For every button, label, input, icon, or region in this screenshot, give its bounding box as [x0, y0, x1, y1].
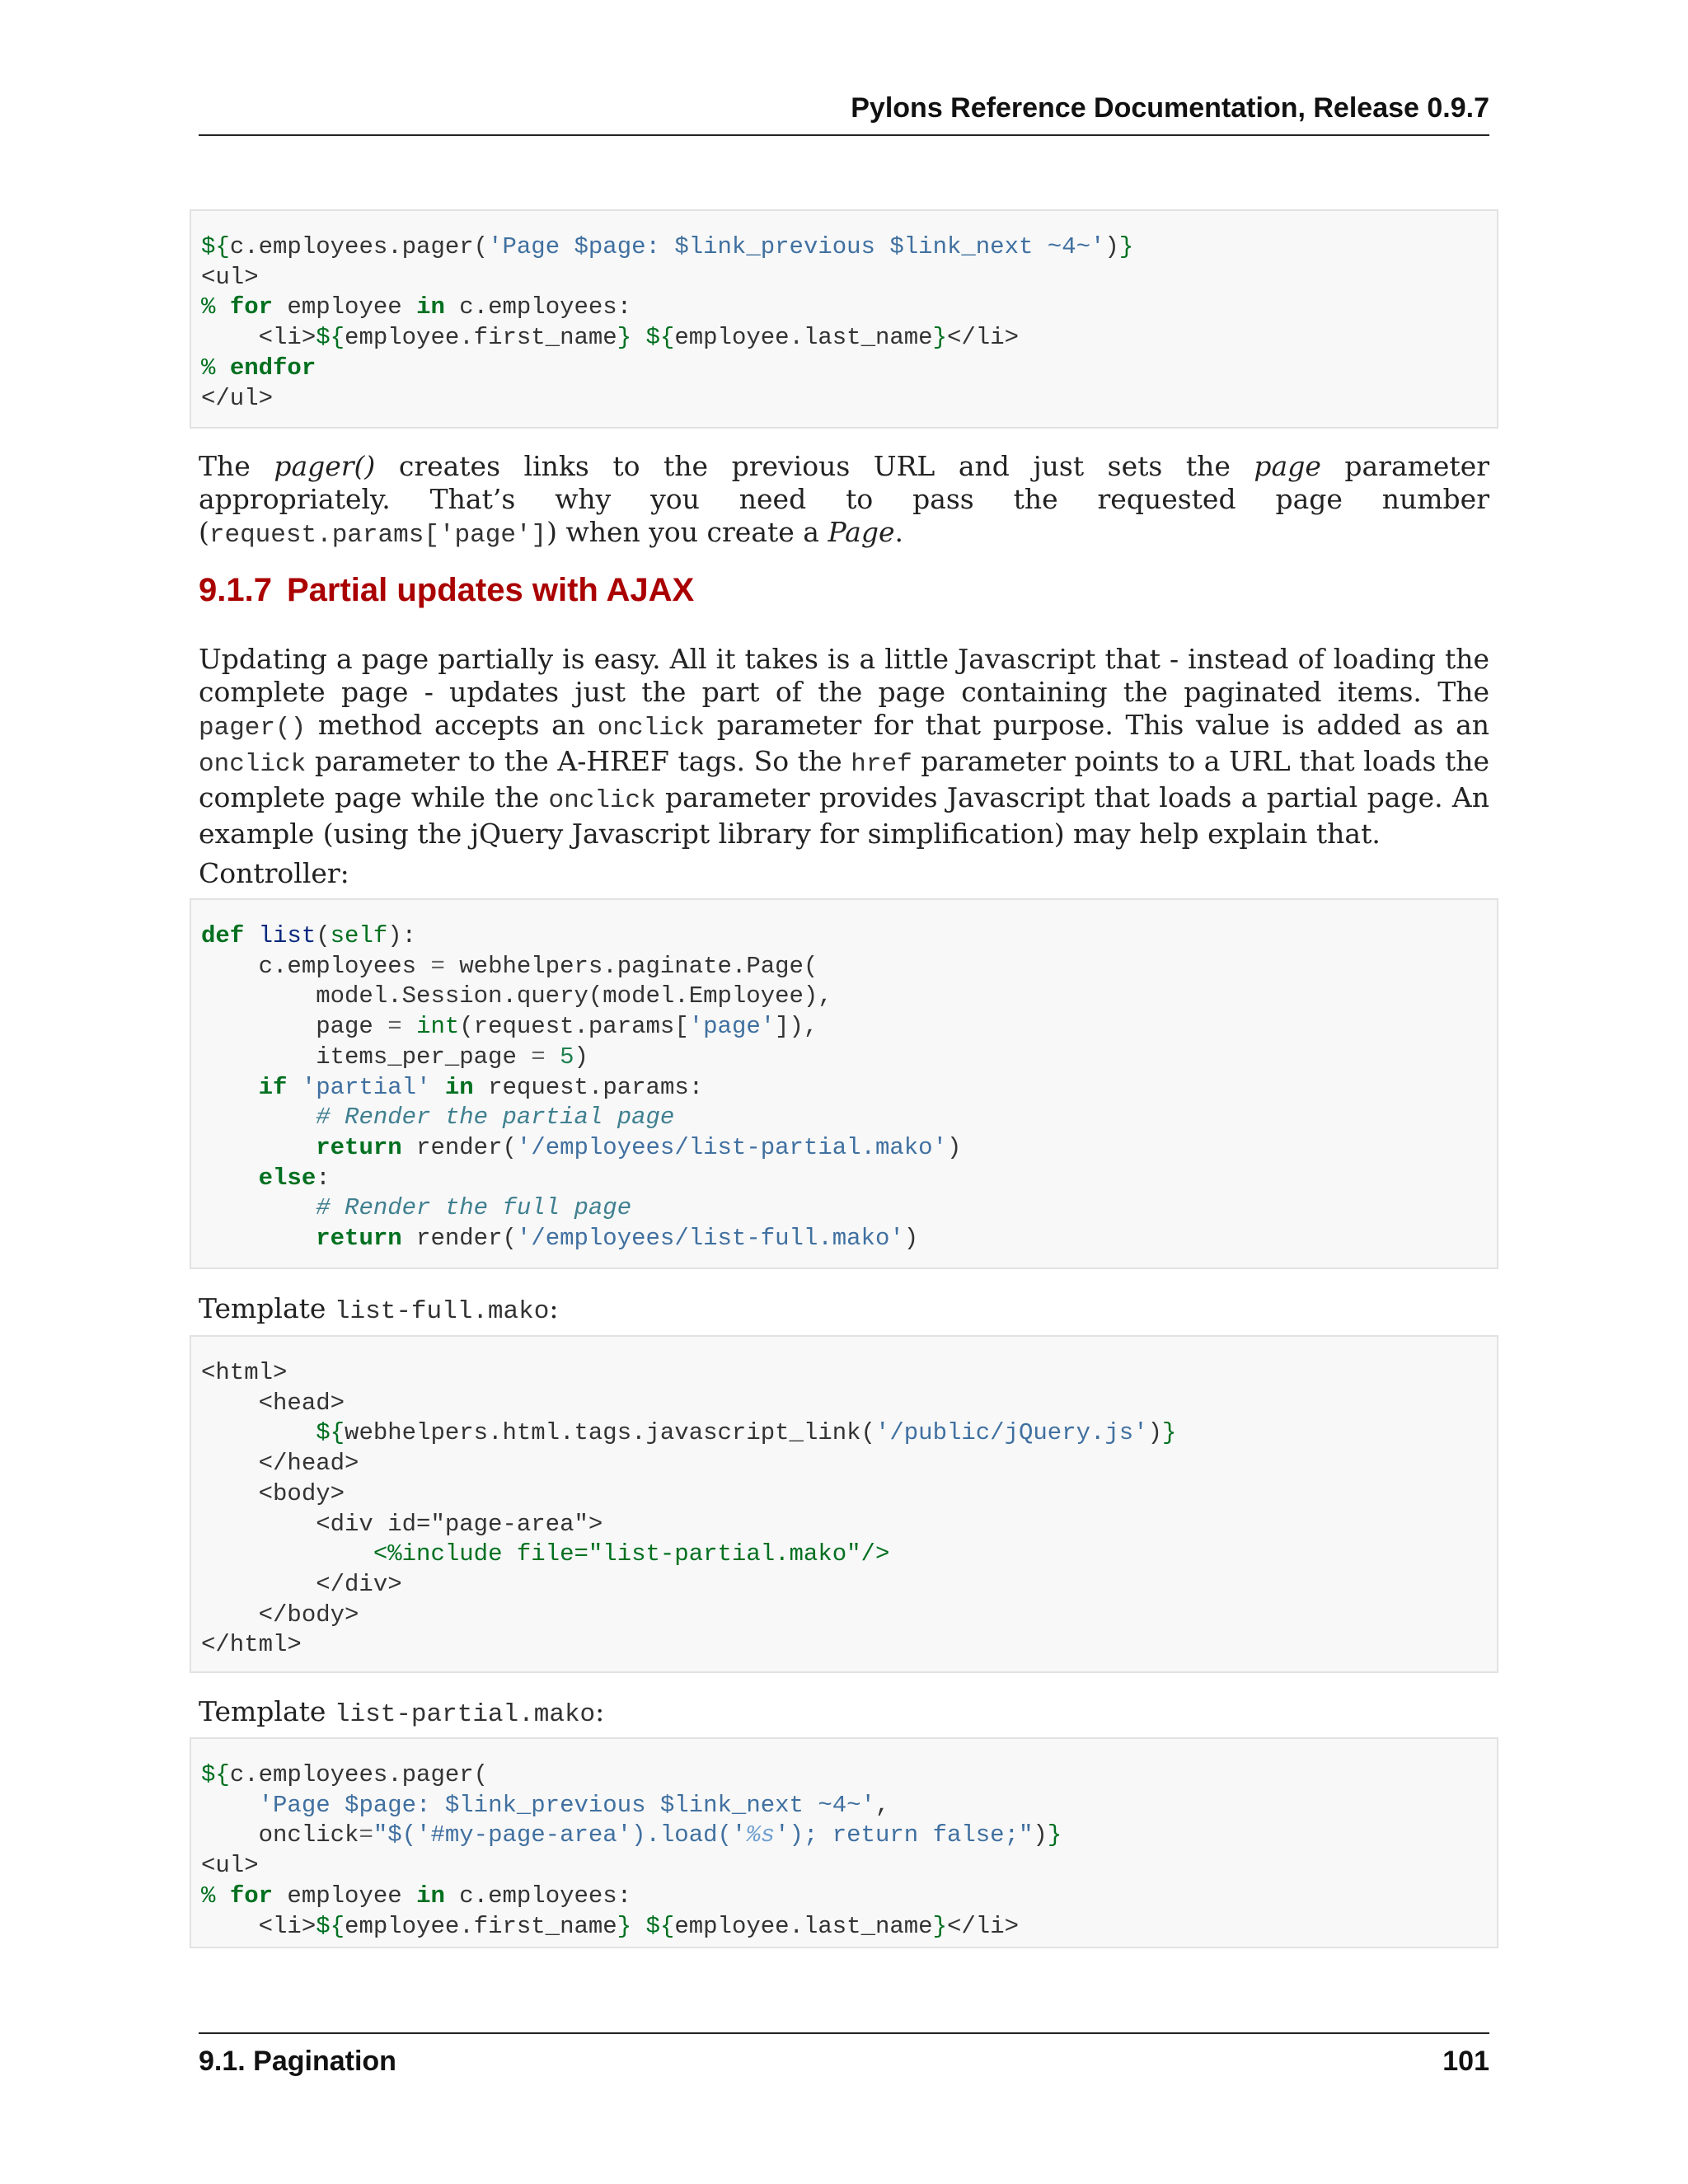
code-line: ${c.employees.pager(	[201, 1761, 489, 1788]
code-line: <li>${employee.first_name} ${employee.last_name}</li>	[201, 1912, 1020, 1940]
running-header: Pylons Reference Documentation, Release 0.9.7	[199, 92, 1489, 136]
paragraph-pager-explanation: The pager() creates links to the previous URL and just sets the page parameter appropriately. That’s why you need to pass the requested page number (request.params['page']) when you create a Page.	[199, 450, 1489, 550]
code-listing	[201, 1760, 1487, 1942]
code-line: <div id="page-area">	[201, 1510, 603, 1538]
inline-code: href	[851, 750, 912, 779]
code-line: % for employee in c.employees:	[201, 293, 632, 321]
code-line: </ul>	[201, 384, 274, 412]
code-line: <html>	[201, 1359, 288, 1386]
label-template-partial: Template list-partial.mako:	[199, 1695, 605, 1729]
page-number: 101	[1442, 2046, 1489, 2077]
code-line: if 'partial' in request.params:	[258, 1073, 704, 1101]
code-line: % endfor	[201, 354, 316, 382]
label-template-full: Template list-full.mako:	[199, 1292, 559, 1326]
code-line: # Render the partial page	[316, 1104, 675, 1132]
code-line: <li>${employee.first_name} ${employee.last_name}</li>	[201, 324, 1020, 352]
code-line: </body>	[201, 1601, 359, 1629]
code-line: return render('/employees/list-full.mako')	[316, 1225, 919, 1253]
code-block-list-full-template	[190, 1335, 1498, 1673]
code-line: <body>	[201, 1479, 345, 1507]
filename-list-full: list-full.mako	[334, 1297, 550, 1326]
code-line: model.Session.query(model.Employee),	[201, 982, 832, 1010]
footer-section: 9.1. Pagination	[199, 2046, 396, 2077]
code-line: onclick="$('#my-page-area').load('%s'); return false;")}	[201, 1821, 1062, 1849]
inline-code: request.params['page']	[209, 521, 547, 550]
emphasis-page-class: Page	[828, 516, 895, 548]
code-line: return render('/employees/list-partial.mako')	[316, 1133, 962, 1161]
code-line: 'Page $page: $link_previous $link_next ~4~',	[258, 1791, 890, 1819]
code-block-pager-template	[190, 209, 1498, 429]
code-line: <ul>	[201, 263, 259, 291]
code-line: items_per_page = 5)	[201, 1043, 588, 1071]
code-block-list-partial-template	[190, 1737, 1498, 1948]
section-title: Partial updates with AJAX	[286, 572, 695, 608]
code-line: <head>	[201, 1389, 345, 1417]
page-footer	[199, 2032, 1489, 2078]
code-line: def list(self):	[201, 922, 417, 949]
code-line: else:	[258, 1164, 331, 1192]
emphasis-pager: pager()	[274, 450, 376, 482]
inline-code: onclick	[199, 750, 307, 779]
code-block-controller	[190, 898, 1498, 1269]
section-heading	[199, 572, 694, 609]
code-line: c.employees = webhelpers.paginate.Page(	[201, 952, 818, 980]
code-listing	[201, 1358, 1487, 1661]
code-line: <ul>	[201, 1852, 259, 1880]
paragraph-ajax-explanation: Updating a page partially is easy. All it takes is a little Javascript that - instead of loading the complete page - updates just the part of the page containing the paginated items. The pager() method accepts an onclick parameter for that purpose. This value is added as an onclick parameter to the A-HREF tags. So the href parameter points to a URL that loads the complete page while the onclick parameter provides Javascript that loads a partial page. An example (using the jQuery Javascript library for simplification) may help explain that.	[199, 643, 1490, 850]
inline-code: pager()	[199, 714, 307, 743]
code-line: <%include file="list-partial.mako"/>	[373, 1540, 890, 1568]
code-line: # Render the full page	[316, 1194, 632, 1222]
code-listing	[201, 232, 1487, 414]
section-number: 9.1.7	[199, 572, 272, 608]
code-line: </head>	[201, 1450, 359, 1478]
code-line: </html>	[201, 1631, 302, 1659]
code-line: % for employee in c.employees:	[201, 1882, 632, 1910]
filename-list-partial: list-partial.mako	[334, 1700, 596, 1729]
inline-code: onclick	[597, 714, 705, 743]
code-listing	[201, 921, 1487, 1254]
label-controller: Controller:	[199, 857, 349, 889]
code-line: page = int(request.params['page']),	[201, 1013, 818, 1041]
inline-code: onclick	[548, 786, 656, 815]
code-line: ${webhelpers.html.tags.javascript_link('/public/jQuery.js')}	[316, 1419, 1177, 1447]
emphasis-page: page	[1254, 450, 1321, 482]
code-line: ${c.employees.pager('Page $page: $link_previous $link_next ~4~')}	[201, 233, 1134, 260]
code-line: </div>	[201, 1570, 402, 1598]
